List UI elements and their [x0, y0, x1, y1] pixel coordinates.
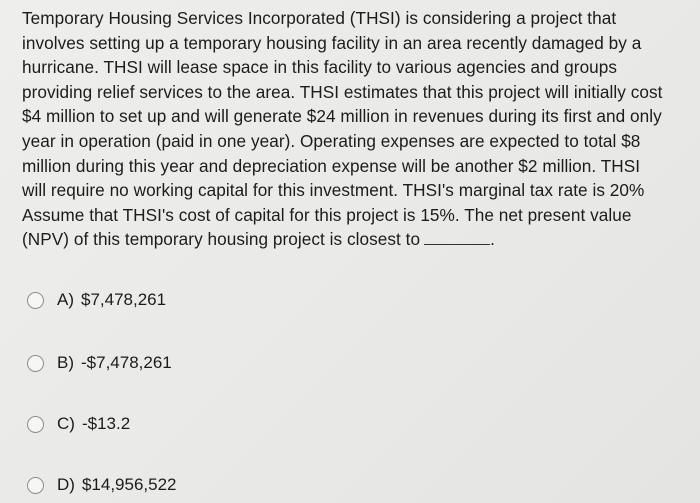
option-a[interactable]: [27, 290, 166, 310]
radio-button-icon[interactable]: [27, 477, 44, 494]
option-text: -$7,478,261: [81, 353, 172, 372]
question-line: million during this year and depreciation expense will be another $2 million. THSI: [22, 155, 641, 176]
question-line: $4 million to set up and will generate $24 million in revenues during its first and only: [22, 106, 662, 127]
radio-button-icon[interactable]: [27, 416, 44, 433]
question-line: Temporary Housing Services Incorporated (THSI) is considering a project that: [22, 8, 617, 28]
radio-button-icon[interactable]: [27, 355, 44, 372]
option-c[interactable]: [27, 414, 130, 434]
question-line: Assume that THSI's cost of capital for this project is 15%. The net present value: [22, 204, 632, 225]
question-end-punctuation: .: [490, 229, 495, 250]
question-line: providing relief services to the area. THSI estimates that this project will initially cost: [22, 81, 663, 102]
radio-button-icon[interactable]: [27, 292, 44, 309]
answer-blank: [424, 230, 490, 245]
question-line: hurricane. THSI will lease space in this facility to various agencies and groups: [22, 57, 618, 78]
option-text: $14,956,522: [81, 475, 177, 494]
question-line-last: [22, 227, 694, 252]
question-line: involves setting up a temporary housing facility in an area recently damaged by a: [22, 32, 642, 53]
option-b[interactable]: [27, 353, 172, 373]
option-letter: C): [57, 414, 75, 433]
question-line: will require no working capital for this investment. THSI's marginal tax rate is 20%: [22, 180, 645, 201]
option-letter: B): [57, 353, 74, 372]
question-line: year in operation (paid in one year). Operating expenses are expected to total $8: [22, 130, 641, 151]
option-letter: A): [57, 290, 74, 309]
option-text: -$13.2: [81, 414, 131, 433]
question-text: [22, 6, 694, 252]
option-d[interactable]: [27, 475, 177, 495]
option-letter: D): [57, 475, 75, 494]
option-text: $7,478,261: [81, 290, 167, 309]
question-line-text: (NPV) of this temporary housing project is closest to: [22, 229, 421, 250]
